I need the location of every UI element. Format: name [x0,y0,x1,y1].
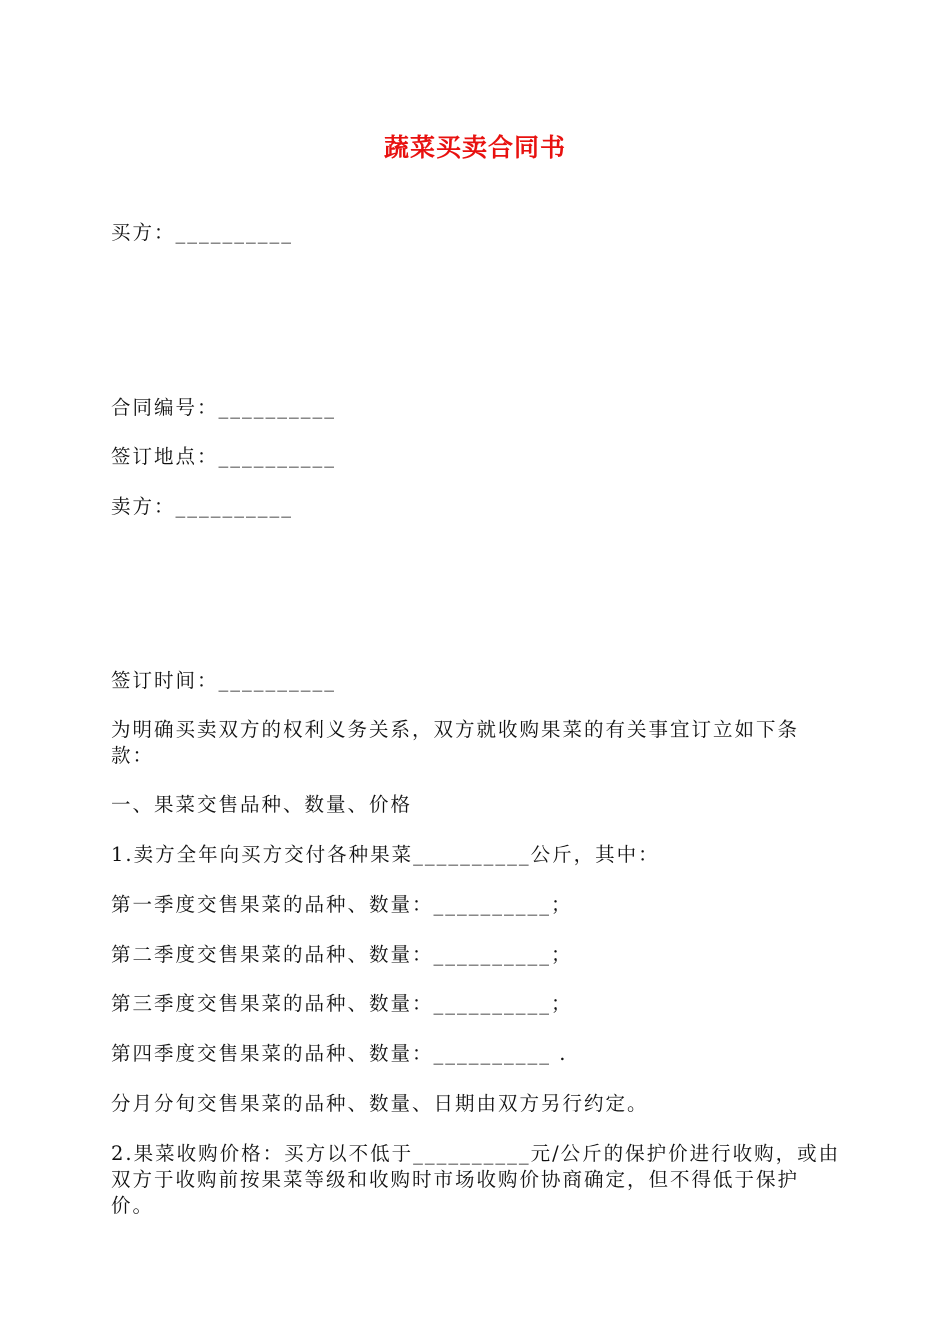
monthly-delivery-line: 分月分旬交售果菜的品种、数量、日期由双方另行约定。 [111,1092,649,1115]
sign-place-line: 签订地点：__________ [111,445,337,468]
sign-time-line: 签订时间：__________ [111,669,337,692]
contract-number-line: 合同编号：__________ [111,396,337,419]
buyer-line: 买方：__________ [111,221,294,244]
clause-1-line: 1.卖方全年向买方交付各种果菜__________公斤，其中： [111,843,660,866]
intro-paragraph: 为明确买卖双方的权利义务关系，双方就收购果菜的有关事宜订立如下条款： [111,718,800,767]
quarter-2-line: 第二季度交售果菜的品种、数量：__________； [111,943,573,966]
quarter-4-line: 第四季度交售果菜的品种、数量：__________ . [111,1042,568,1065]
quarter-1-line: 第一季度交售果菜的品种、数量：__________； [111,893,573,916]
clause-2-paragraph: 2.果菜收购价格：买方以不低于__________元/公斤的保护价进行收购，或由双方于收购前按果菜等级和收购时市场收购价协商确定，但不得低于保护价。 [111,1142,841,1217]
section-1-heading: 一、果菜交售品种、数量、价格 [111,793,413,816]
quarter-3-line: 第三季度交售果菜的品种、数量：__________； [111,992,573,1015]
seller-line: 卖方：__________ [111,495,294,518]
document-title: 蔬菜买卖合同书 [383,133,566,162]
